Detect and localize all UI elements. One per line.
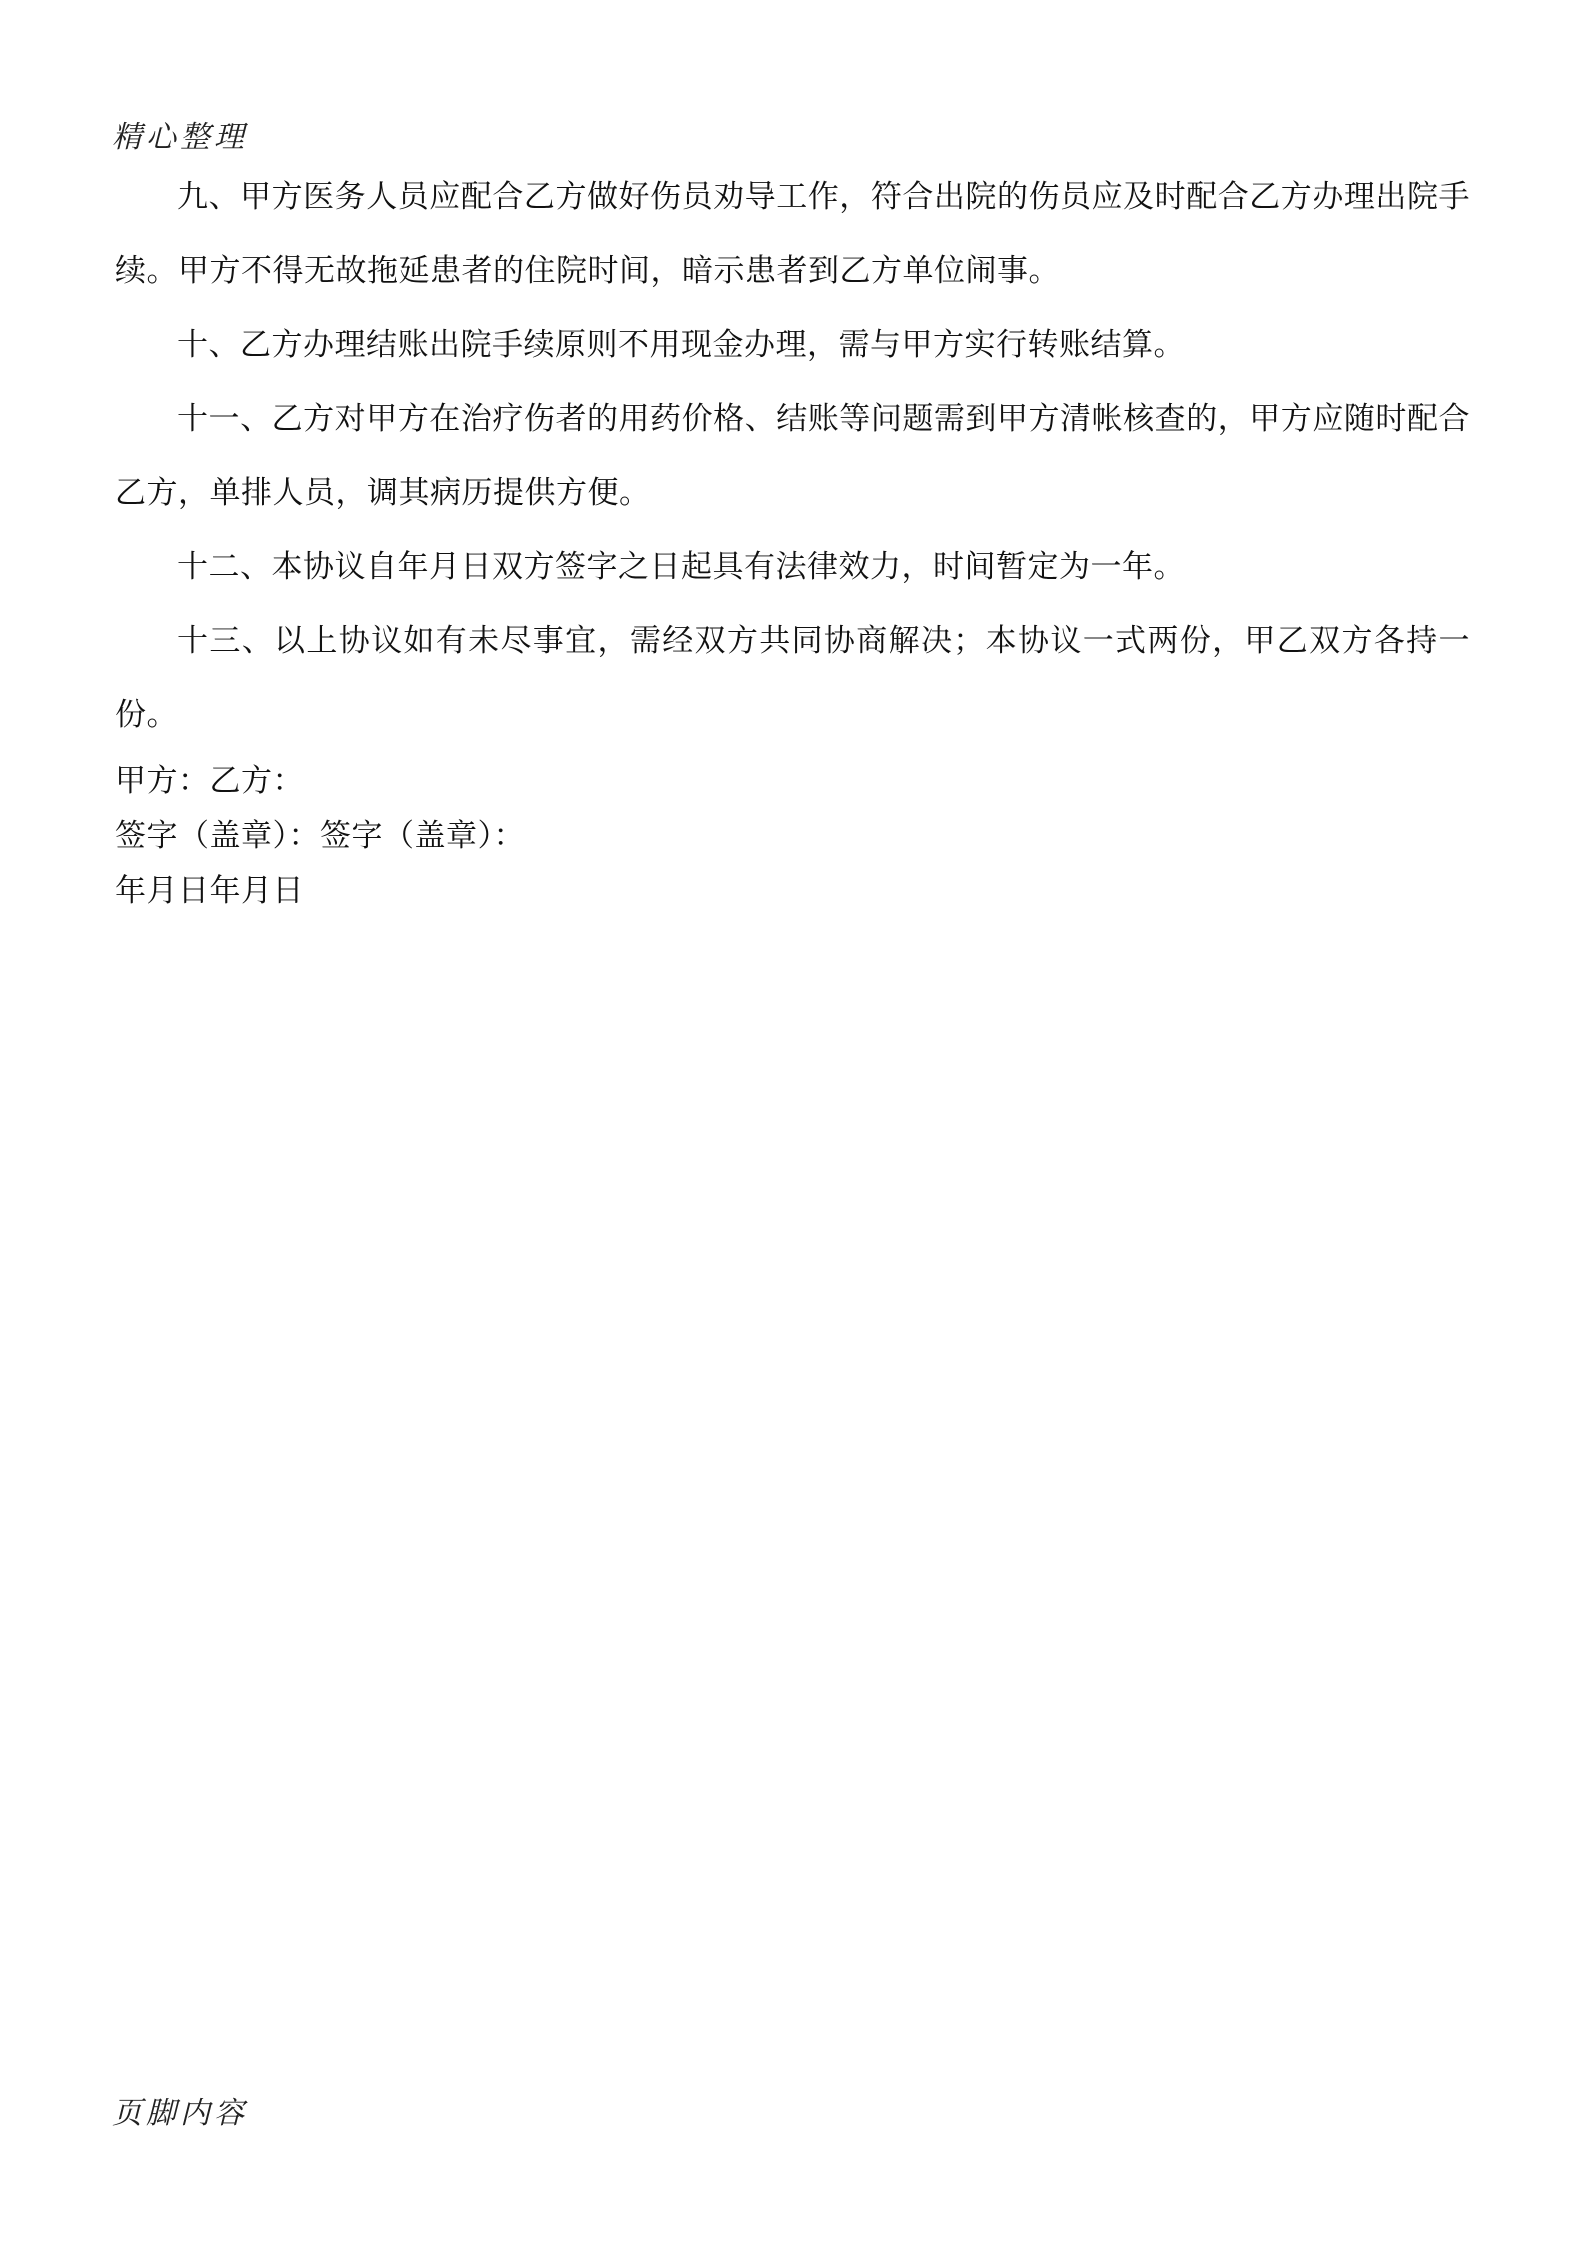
- clause-11: 十一、乙方对甲方在治疗伤者的用药价格、结账等问题需到甲方清帐核查的，甲方应随时配合乙方，单排人员，调其病历提供方便。: [115, 401, 1470, 511]
- signature-stamp-labels: 签字（盖章）：签字（盖章）：: [115, 818, 525, 854]
- signature-block: [115, 754, 1470, 919]
- agreement-body: [115, 160, 1470, 919]
- header-handwritten-note: 精心整理: [112, 120, 248, 155]
- date-labels: 年月日年月日: [115, 873, 304, 909]
- party-labels: 甲方：乙方：: [115, 763, 304, 799]
- clause-12: 十二、本协议自年月日双方签字之日起具有法律效力，时间暂定为一年。: [177, 549, 1185, 585]
- clause-13: 十三、以上协议如有未尽事宜，需经双方共同协商解决；本协议一式两份，甲乙双方各持一份。: [115, 623, 1470, 733]
- clause-9: 九、甲方医务人员应配合乙方做好伤员劝导工作，符合出院的伤员应及时配合乙方办理出院手续。甲方不得无故拖延患者的住院时间，暗示患者到乙方单位闹事。: [115, 179, 1470, 289]
- footer-handwritten-note: 页脚内容: [112, 2096, 248, 2131]
- clause-10: 十、乙方办理结账出院手续原则不用现金办理，需与甲方实行转账结算。: [177, 327, 1185, 363]
